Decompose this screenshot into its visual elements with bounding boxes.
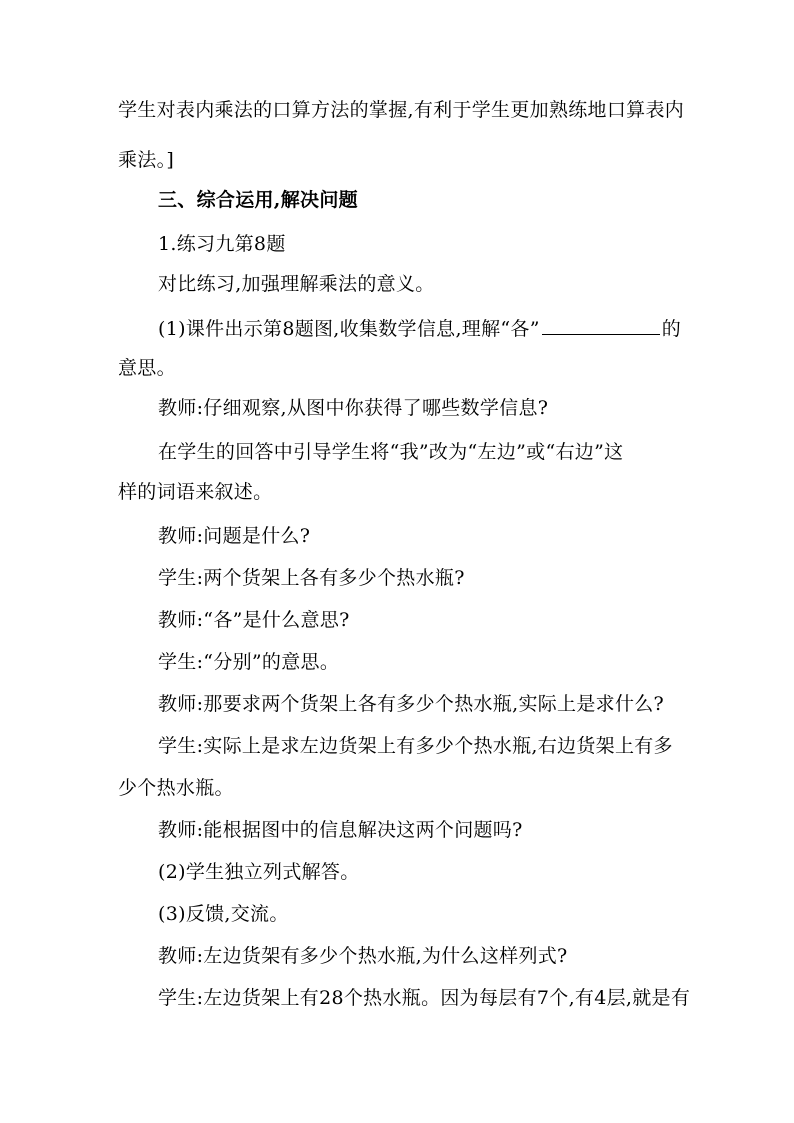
text-line-17: 少个热水瓶。	[118, 777, 234, 799]
text-line-21: 教师:左边货架有多少个热水瓶,为什么这样列式?	[158, 945, 568, 967]
text-line-22: 学生:左边货架上有28个热水瓶。因为每层有7个,有4层,就是有	[158, 987, 691, 1009]
text-line-8: 教师:仔细观察,从图中你获得了哪些数学信息?	[158, 397, 549, 419]
exercise-title: 1.练习九第8题	[158, 233, 286, 255]
text-line-11: 教师:问题是什么?	[158, 525, 311, 547]
text-line-18: 教师:能根据图中的信息解决这两个问题吗?	[158, 819, 523, 841]
text-line-6-part-b: 的	[661, 318, 682, 340]
text-line-2: 乘法。]	[118, 149, 175, 171]
text-line-6-part-a: (1)课件出示第8题图,收集数学信息,理解“各”	[158, 318, 540, 340]
text-line-7: 意思。	[118, 357, 176, 379]
text-line-15: 教师:那要求两个货架上各有多少个热水瓶,实际上是求什么?	[158, 693, 665, 715]
text-line-13: 教师:“各”是什么意思?	[158, 609, 350, 631]
text-line-9: 在学生的回答中引导学生将“我”改为“左边”或“右边”这	[158, 441, 624, 463]
text-line-5: 对比练习,加强理解乘法的意义。	[158, 273, 435, 295]
text-line-19: (2)学生独立列式解答。	[158, 861, 360, 883]
text-line-20: (3)反馈,交流。	[158, 903, 289, 925]
section-heading: 三、综合运用,解决问题	[158, 189, 358, 211]
text-line-12: 学生:两个货架上各有多少个热水瓶?	[158, 567, 465, 589]
text-line-1: 学生对表内乘法的口算方法的掌握,有利于学生更加熟练地口算表内	[118, 99, 685, 121]
text-line-6	[158, 316, 681, 341]
text-line-16: 学生:实际上是求左边货架上有多少个热水瓶,右边货架上有多	[158, 735, 673, 757]
text-line-10: 样的词语来叙述。	[118, 481, 273, 503]
text-line-14: 学生:“分别”的意思。	[158, 651, 340, 673]
fill-in-blank	[542, 316, 660, 335]
